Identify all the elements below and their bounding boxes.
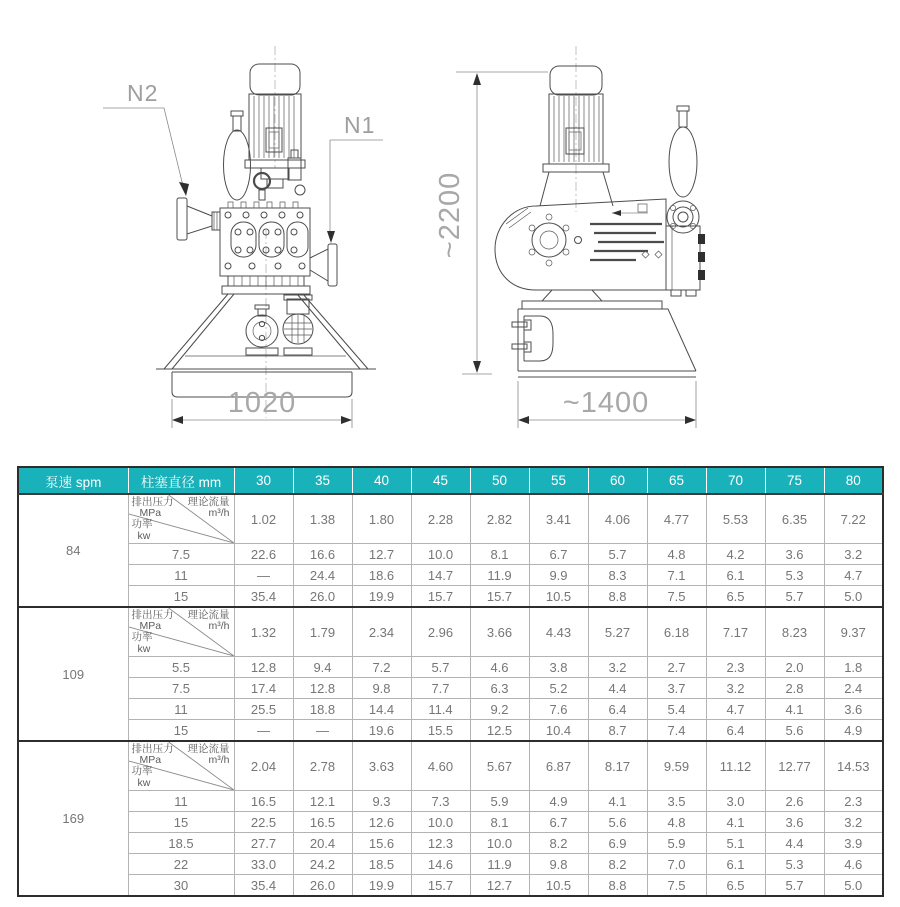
flow-value-cell: 12.77: [765, 741, 824, 791]
header-diameter-55: 55: [529, 467, 588, 494]
flow-value-cell: 2.28: [411, 494, 470, 544]
power-value-cell: 2.3: [706, 657, 765, 678]
power-value-cell: 5.7: [765, 875, 824, 897]
pressure-axis-label-title: 排出压力: [131, 496, 174, 508]
flow-axis-label: [188, 610, 230, 633]
flow-value-cell: 11.12: [706, 741, 765, 791]
power-value-cell: 5.3: [765, 565, 824, 586]
header-diameter-60: 60: [588, 467, 647, 494]
diagonal-header-cell: [128, 494, 234, 544]
flow-value-cell: 5.67: [470, 741, 529, 791]
power-row: [18, 833, 883, 854]
power-value-cell: 10.5: [529, 586, 588, 608]
power-value-cell: 35.4: [234, 875, 293, 897]
power-value-cell: 7.5: [647, 875, 706, 897]
flow-value-cell: 3.41: [529, 494, 588, 544]
power-value-cell: 7.4: [647, 720, 706, 742]
power-row: [18, 699, 883, 720]
power-label-cell: 5.5: [128, 657, 234, 678]
flow-axis-label-title: 理论流量: [187, 496, 230, 508]
power-label-cell: 7.5: [128, 544, 234, 565]
power-row: [18, 812, 883, 833]
power-value-cell: 4.4: [765, 833, 824, 854]
power-axis-label-title: 功率: [131, 631, 153, 644]
diagonal-header-cell: [128, 607, 234, 657]
power-value-cell: 7.1: [647, 565, 706, 586]
power-value-cell: 7.3: [411, 791, 470, 812]
diagonal-header: [129, 608, 234, 656]
power-value-cell: 4.1: [588, 791, 647, 812]
power-value-cell: 3.2: [824, 812, 883, 833]
flow-value-cell: 8.23: [765, 607, 824, 657]
diagonal-header-cell: [128, 741, 234, 791]
power-value-cell: 3.2: [824, 544, 883, 565]
power-value-cell: 2.8: [765, 678, 824, 699]
front-view-drawing: [103, 46, 383, 428]
power-value-cell: 15.7: [411, 586, 470, 608]
power-value-cell: 2.0: [765, 657, 824, 678]
power-value-cell: 5.6: [588, 812, 647, 833]
power-value-cell: 15.6: [352, 833, 411, 854]
pressure-axis-label-title: 排出压力: [131, 609, 174, 621]
power-row: [18, 678, 883, 699]
power-value-cell: 6.5: [706, 875, 765, 897]
power-value-cell: 7.5: [647, 586, 706, 608]
power-value-cell: 14.7: [411, 565, 470, 586]
header-diameter-45: 45: [411, 467, 470, 494]
power-value-cell: 8.3: [588, 565, 647, 586]
flow-row: [18, 741, 883, 791]
flow-row: [18, 494, 883, 544]
flow-value-cell: 2.78: [293, 741, 352, 791]
power-value-cell: 6.4: [706, 720, 765, 742]
header-diameter-75: 75: [765, 467, 824, 494]
power-label-cell: 22: [128, 854, 234, 875]
power-row: [18, 875, 883, 897]
power-value-cell: 8.2: [588, 854, 647, 875]
flow-value-cell: 5.53: [706, 494, 765, 544]
power-value-cell: 10.0: [411, 812, 470, 833]
power-value-cell: 3.5: [647, 791, 706, 812]
power-value-cell: 4.2: [706, 544, 765, 565]
power-value-cell: 8.8: [588, 586, 647, 608]
power-axis-label-unit: kw: [137, 529, 151, 542]
flow-value-cell: 2.34: [352, 607, 411, 657]
spec-table: [17, 466, 884, 897]
power-value-cell: 4.8: [647, 544, 706, 565]
flow-value-cell: 6.87: [529, 741, 588, 791]
power-label-cell: 15: [128, 720, 234, 742]
flow-value-cell: 4.77: [647, 494, 706, 544]
flow-value-cell: 7.22: [824, 494, 883, 544]
power-value-cell: 5.9: [647, 833, 706, 854]
power-value-cell: 16.5: [293, 812, 352, 833]
power-value-cell: 6.1: [706, 565, 765, 586]
power-value-cell: 4.1: [706, 812, 765, 833]
pressure-axis-label: [132, 497, 174, 520]
power-value-cell: 3.6: [765, 544, 824, 565]
power-value-cell: 15.7: [411, 875, 470, 897]
power-value-cell: 19.6: [352, 720, 411, 742]
power-value-cell: 3.9: [824, 833, 883, 854]
power-row: [18, 720, 883, 742]
pressure-axis-label-unit: MPa: [139, 507, 162, 520]
power-value-cell: 5.7: [765, 586, 824, 608]
power-value-cell: 6.7: [529, 544, 588, 565]
power-value-cell: —: [234, 565, 293, 586]
header-diameter-40: 40: [352, 467, 411, 494]
power-value-cell: 12.8: [293, 678, 352, 699]
power-value-cell: 3.2: [706, 678, 765, 699]
power-value-cell: 6.7: [529, 812, 588, 833]
power-row: [18, 854, 883, 875]
power-value-cell: 6.5: [706, 586, 765, 608]
power-row: [18, 565, 883, 586]
power-value-cell: 3.6: [765, 812, 824, 833]
pressure-axis-label-unit: MPa: [139, 754, 162, 767]
power-value-cell: 24.4: [293, 565, 352, 586]
power-value-cell: 14.4: [352, 699, 411, 720]
power-value-cell: 7.7: [411, 678, 470, 699]
header-diameter-50: 50: [470, 467, 529, 494]
power-value-cell: 11.4: [411, 699, 470, 720]
power-value-cell: 3.7: [647, 678, 706, 699]
height-dim: ~2200: [434, 171, 466, 259]
power-value-cell: 12.6: [352, 812, 411, 833]
pressure-axis-label-title: 排出压力: [131, 743, 174, 755]
power-value-cell: 27.7: [234, 833, 293, 854]
flow-value-cell: 8.17: [588, 741, 647, 791]
flow-value-cell: 4.60: [411, 741, 470, 791]
power-value-cell: 15.7: [470, 586, 529, 608]
power-row: [18, 657, 883, 678]
power-value-cell: 4.9: [824, 720, 883, 742]
power-value-cell: —: [234, 720, 293, 742]
power-value-cell: 14.6: [411, 854, 470, 875]
power-value-cell: 19.9: [352, 586, 411, 608]
power-value-cell: 26.0: [293, 586, 352, 608]
power-value-cell: 8.1: [470, 544, 529, 565]
header-pump-speed: 泵速 spm: [18, 467, 128, 494]
power-value-cell: 5.1: [706, 833, 765, 854]
power-label-cell: 15: [128, 586, 234, 608]
power-value-cell: 10.5: [529, 875, 588, 897]
power-value-cell: 9.8: [529, 854, 588, 875]
power-value-cell: 18.5: [352, 854, 411, 875]
power-axis-label-title: 功率: [131, 518, 153, 531]
power-value-cell: 5.7: [411, 657, 470, 678]
power-value-cell: 7.6: [529, 699, 588, 720]
power-value-cell: 4.6: [824, 854, 883, 875]
flow-value-cell: 14.53: [824, 741, 883, 791]
flow-value-cell: 6.18: [647, 607, 706, 657]
power-value-cell: 5.0: [824, 875, 883, 897]
power-value-cell: 4.1: [765, 699, 824, 720]
flow-row: [18, 607, 883, 657]
diagonal-header: [129, 742, 234, 790]
power-value-cell: 33.0: [234, 854, 293, 875]
header-diameter-80: 80: [824, 467, 883, 494]
power-value-cell: 8.1: [470, 812, 529, 833]
power-value-cell: 20.4: [293, 833, 352, 854]
spec-table-wrap: [17, 466, 884, 897]
n1-label: N1: [344, 112, 376, 138]
power-value-cell: 9.8: [352, 678, 411, 699]
power-value-cell: 5.4: [647, 699, 706, 720]
power-value-cell: 16.5: [234, 791, 293, 812]
flow-axis-label-unit: m³/h: [208, 754, 230, 767]
flow-value-cell: 1.79: [293, 607, 352, 657]
power-value-cell: 2.6: [765, 791, 824, 812]
power-value-cell: 24.2: [293, 854, 352, 875]
power-row: [18, 544, 883, 565]
power-label-cell: 7.5: [128, 678, 234, 699]
n1-arrow-icon: [327, 231, 335, 243]
power-value-cell: 3.2: [588, 657, 647, 678]
power-value-cell: 11.9: [470, 565, 529, 586]
power-value-cell: 10.4: [529, 720, 588, 742]
power-value-cell: 3.8: [529, 657, 588, 678]
flow-value-cell: 9.59: [647, 741, 706, 791]
flow-axis-label-title: 理论流量: [187, 609, 230, 621]
front-width-dim: 1020: [227, 387, 297, 419]
power-label-cell: 11: [128, 791, 234, 812]
power-value-cell: 4.4: [588, 678, 647, 699]
power-value-cell: 11.9: [470, 854, 529, 875]
power-value-cell: 6.9: [588, 833, 647, 854]
power-axis-label-unit: kw: [137, 776, 151, 789]
power-value-cell: 12.7: [352, 544, 411, 565]
side-width-dim: ~1400: [562, 387, 650, 419]
flow-value-cell: 2.04: [234, 741, 293, 791]
power-value-cell: 12.1: [293, 791, 352, 812]
power-row: [18, 791, 883, 812]
power-value-cell: 2.7: [647, 657, 706, 678]
power-value-cell: 18.6: [352, 565, 411, 586]
n2-arrow-icon: [179, 182, 189, 196]
flow-value-cell: 1.38: [293, 494, 352, 544]
power-value-cell: 9.3: [352, 791, 411, 812]
pressure-axis-label-unit: MPa: [139, 620, 162, 633]
power-value-cell: 6.4: [588, 699, 647, 720]
power-value-cell: 10.0: [470, 833, 529, 854]
power-axis-label: [132, 632, 153, 655]
power-axis-label: [132, 519, 153, 542]
power-value-cell: 6.1: [706, 854, 765, 875]
power-value-cell: 17.4: [234, 678, 293, 699]
power-value-cell: 1.8: [824, 657, 883, 678]
power-label-cell: 11: [128, 699, 234, 720]
power-value-cell: 15.5: [411, 720, 470, 742]
flow-value-cell: 7.17: [706, 607, 765, 657]
power-value-cell: 5.3: [765, 854, 824, 875]
power-value-cell: 2.3: [824, 791, 883, 812]
flow-value-cell: 4.06: [588, 494, 647, 544]
power-value-cell: 10.0: [411, 544, 470, 565]
power-value-cell: 8.7: [588, 720, 647, 742]
flow-axis-label-unit: m³/h: [208, 620, 230, 633]
power-value-cell: 4.7: [706, 699, 765, 720]
power-row: [18, 586, 883, 608]
flow-axis-label-unit: m³/h: [208, 507, 230, 520]
flow-value-cell: 2.82: [470, 494, 529, 544]
pump-speed-value: 169: [18, 741, 128, 896]
power-value-cell: 7.2: [352, 657, 411, 678]
power-value-cell: 5.9: [470, 791, 529, 812]
power-value-cell: 16.6: [293, 544, 352, 565]
power-value-cell: 22.6: [234, 544, 293, 565]
power-value-cell: 8.2: [529, 833, 588, 854]
power-axis-label-title: 功率: [131, 765, 153, 778]
header-diameter-30: 30: [234, 467, 293, 494]
flow-value-cell: 1.02: [234, 494, 293, 544]
power-value-cell: 22.5: [234, 812, 293, 833]
power-value-cell: 6.3: [470, 678, 529, 699]
power-label-cell: 18.5: [128, 833, 234, 854]
power-value-cell: 9.9: [529, 565, 588, 586]
flow-value-cell: 3.63: [352, 741, 411, 791]
pump-speed-value: 109: [18, 607, 128, 741]
power-value-cell: —: [293, 720, 352, 742]
flow-axis-label: [188, 744, 230, 767]
power-value-cell: 7.0: [647, 854, 706, 875]
power-value-cell: 12.5: [470, 720, 529, 742]
power-value-cell: 26.0: [293, 875, 352, 897]
power-value-cell: 4.6: [470, 657, 529, 678]
power-value-cell: 8.8: [588, 875, 647, 897]
power-value-cell: 4.8: [647, 812, 706, 833]
side-view-drawing: [434, 46, 705, 428]
power-value-cell: 4.9: [529, 791, 588, 812]
flow-value-cell: 9.37: [824, 607, 883, 657]
power-value-cell: 12.8: [234, 657, 293, 678]
flow-value-cell: 6.35: [765, 494, 824, 544]
power-value-cell: 35.4: [234, 586, 293, 608]
flow-value-cell: 3.66: [470, 607, 529, 657]
power-value-cell: 3.0: [706, 791, 765, 812]
flow-value-cell: 1.80: [352, 494, 411, 544]
pump-speed-value: 84: [18, 494, 128, 607]
power-value-cell: 5.7: [588, 544, 647, 565]
pressure-axis-label: [132, 744, 174, 767]
power-value-cell: 12.3: [411, 833, 470, 854]
flow-value-cell: 4.43: [529, 607, 588, 657]
pressure-axis-label: [132, 610, 174, 633]
flow-axis-label-title: 理论流量: [187, 743, 230, 755]
power-value-cell: 5.0: [824, 586, 883, 608]
power-value-cell: 19.9: [352, 875, 411, 897]
power-value-cell: 9.2: [470, 699, 529, 720]
header-row: [18, 467, 883, 494]
power-label-cell: 11: [128, 565, 234, 586]
power-value-cell: 2.4: [824, 678, 883, 699]
power-label-cell: 30: [128, 875, 234, 897]
flow-value-cell: 5.27: [588, 607, 647, 657]
power-value-cell: 4.7: [824, 565, 883, 586]
power-label-cell: 15: [128, 812, 234, 833]
power-value-cell: 5.6: [765, 720, 824, 742]
header-diameter-70: 70: [706, 467, 765, 494]
power-value-cell: 25.5: [234, 699, 293, 720]
flow-axis-label: [188, 497, 230, 520]
power-axis-label: [132, 766, 153, 789]
header-diameter-35: 35: [293, 467, 352, 494]
header-plunger-diameter: 柱塞直径 mm: [128, 467, 234, 494]
header-diameter-65: 65: [647, 467, 706, 494]
power-value-cell: 9.4: [293, 657, 352, 678]
power-value-cell: 18.8: [293, 699, 352, 720]
diagonal-header: [129, 495, 234, 543]
power-value-cell: 12.7: [470, 875, 529, 897]
power-value-cell: 5.2: [529, 678, 588, 699]
flow-value-cell: 2.96: [411, 607, 470, 657]
flow-value-cell: 1.32: [234, 607, 293, 657]
power-axis-label-unit: kw: [137, 642, 151, 655]
n2-label: N2: [127, 80, 159, 106]
power-value-cell: 3.6: [824, 699, 883, 720]
